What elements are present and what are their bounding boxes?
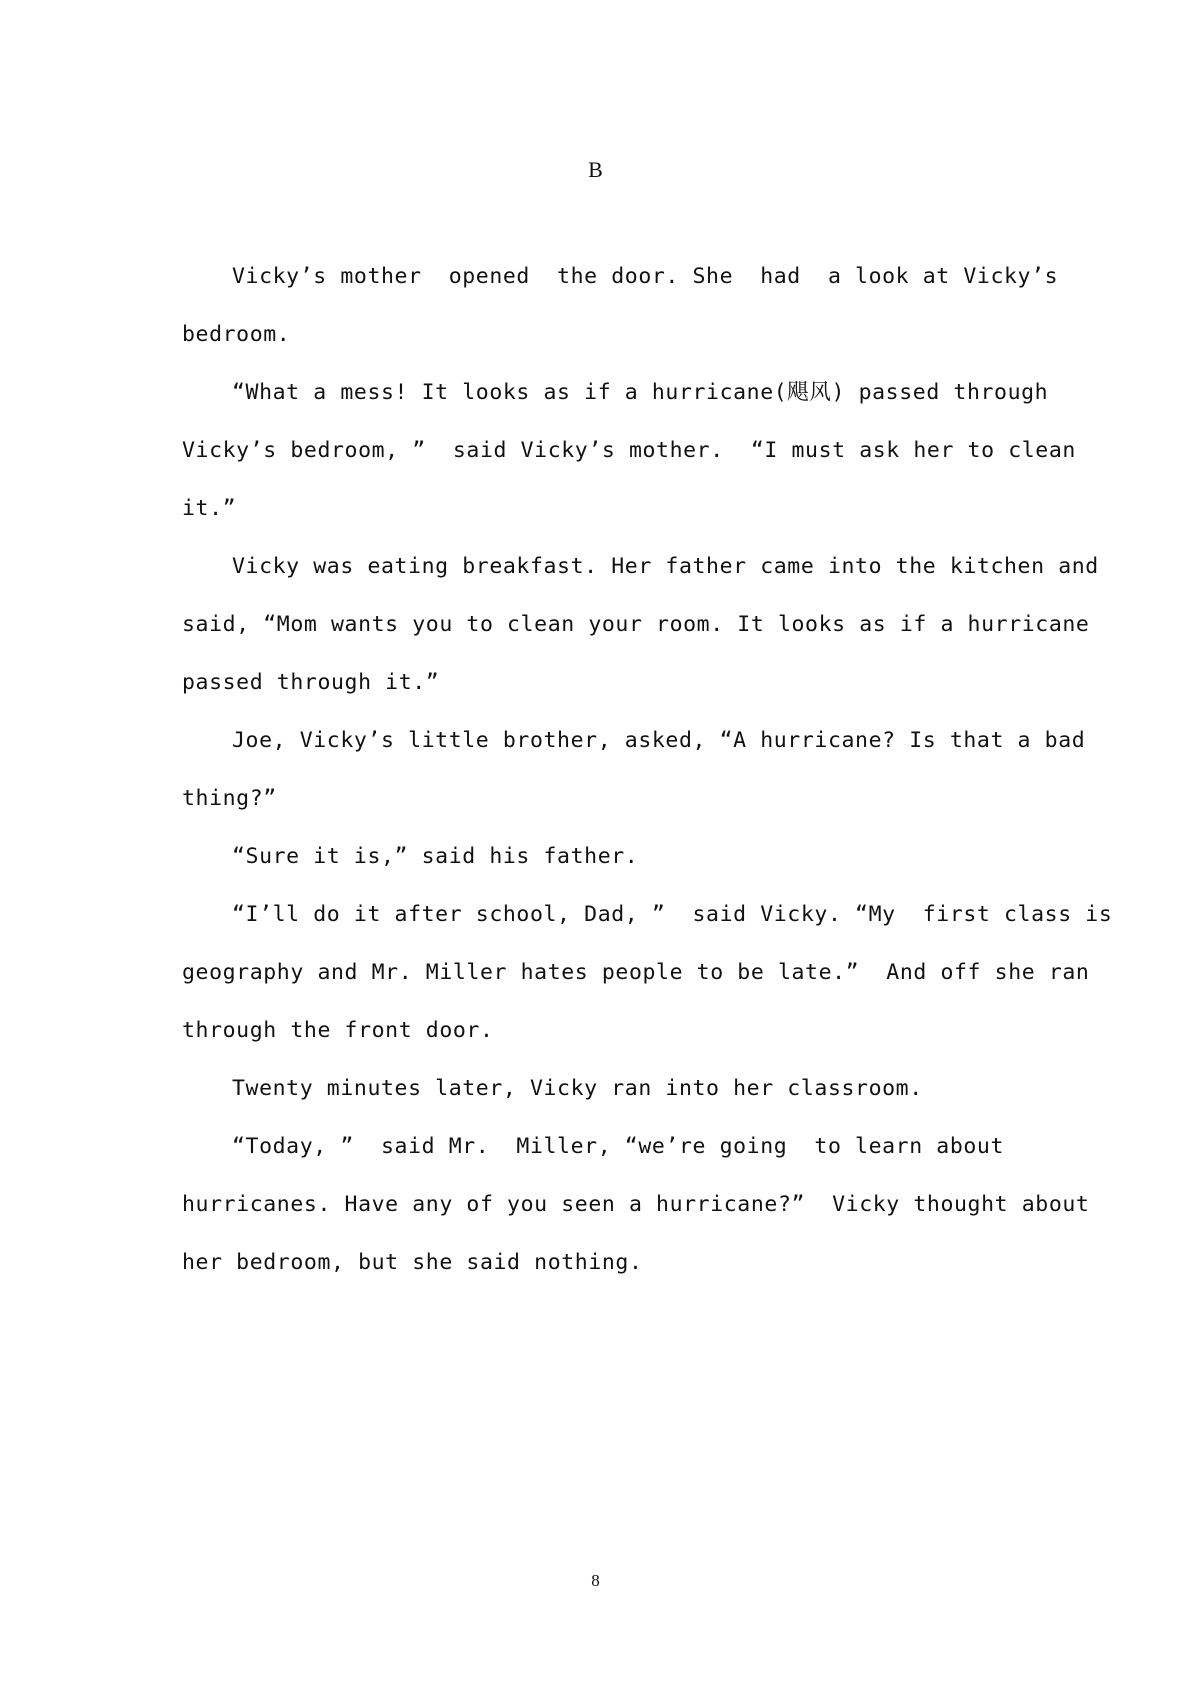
text-line: “Today, ” said Mr. Miller, “we’re going to learn about <box>232 1134 1005 1159</box>
text-line: it.” <box>182 496 237 521</box>
text-line: her bedroom, but she said nothing. <box>182 1250 643 1275</box>
text-line: Vicky’s bedroom, ” said Vicky’s mother. “I must ask her to clean <box>182 438 1076 463</box>
text-line: Vicky was eating breakfast. Her father came into the kitchen and <box>232 554 1099 579</box>
text-line: through the front door. <box>182 1018 494 1043</box>
text-line: “I’ll do it after school, Dad, ” said Vicky. “My first class is <box>232 902 1113 927</box>
page-number: 8 <box>591 1571 600 1590</box>
text-line: “Sure it is,” said his father. <box>232 844 639 869</box>
text-line: passed through it.” <box>182 670 440 695</box>
text-line: said, “Mom wants you to clean your room. It looks as if a hurricane <box>182 612 1090 637</box>
text-line: geography and Mr. Miller hates people to be late.” And off she ran <box>182 960 1090 985</box>
text-line: Joe, Vicky’s little brother, asked, “A hurricane? Is that a bad <box>232 728 1086 753</box>
text-line: hurricanes. Have any of you seen a hurricane?” Vicky thought about <box>182 1192 1090 1217</box>
text-line: bedroom. <box>182 322 291 347</box>
text-line: thing?” <box>182 786 277 811</box>
text-line: Vicky’s mother opened the door. She had a look at Vicky’s <box>232 264 1059 289</box>
text-line: “What a mess! It looks as if a hurricane(飓风) passed through <box>232 380 1049 405</box>
section-heading: B <box>588 157 603 182</box>
text-line: Twenty minutes later, Vicky ran into her classroom. <box>232 1076 923 1101</box>
